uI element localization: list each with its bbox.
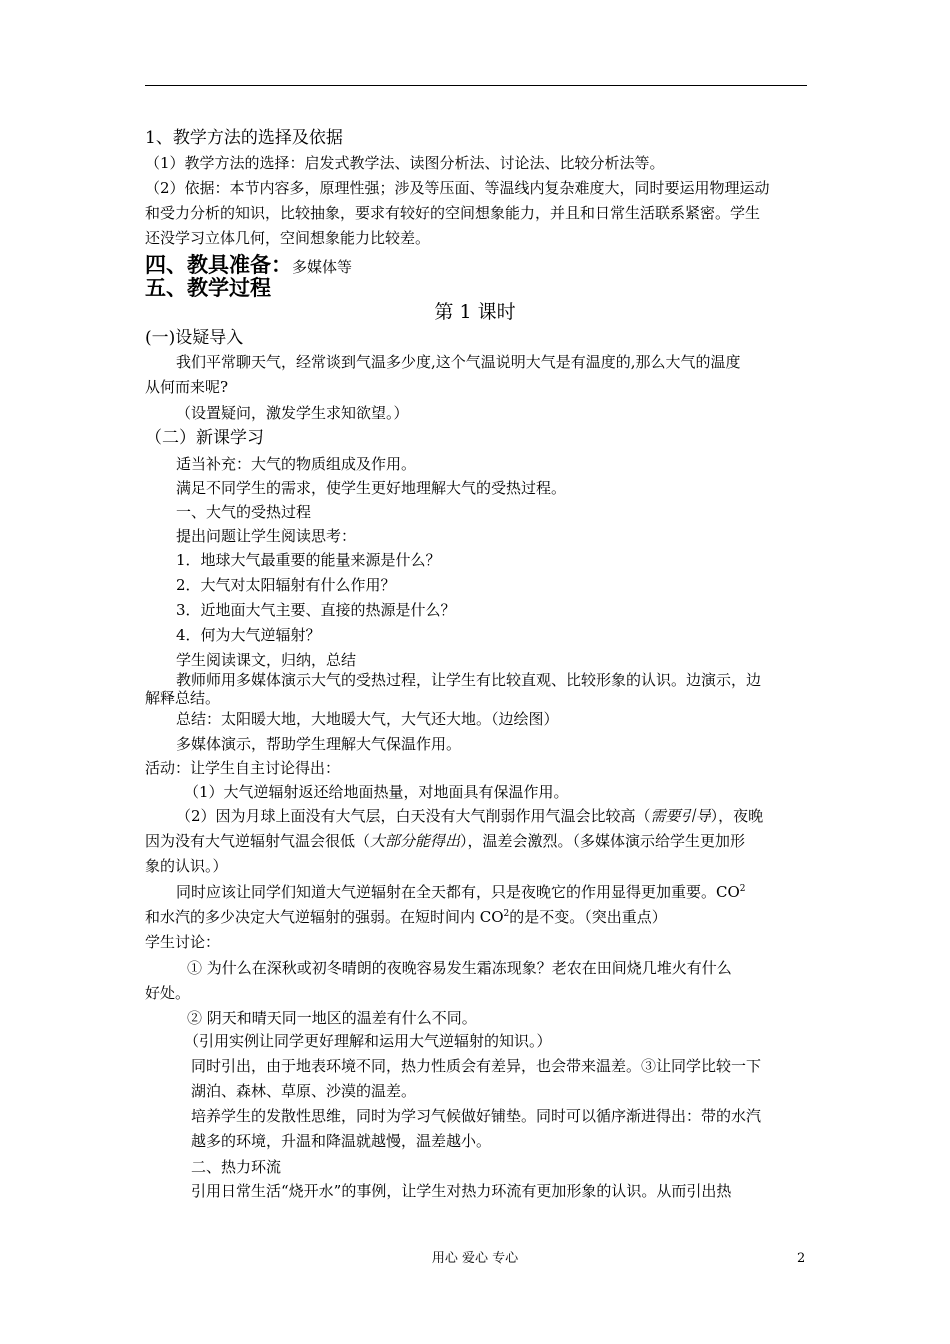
question-prompt: 提出问题让学生阅读思考： (176, 527, 357, 545)
co2-subscript-2: 2 (503, 909, 510, 919)
training-line2: 越多的环境，升温和降温就越慢，温差越小。 (191, 1132, 492, 1150)
section-heading-teaching-method: 1、教学方法的选择及依据 (145, 128, 343, 148)
discussion-q2: ② 阴天和晴天同一地区的温差有什么不同。 (187, 1009, 477, 1027)
paragraph-basis-line1: （2）依据：本节内容多，原理性强；涉及等压面、等温线内复杂难度大，同时要运用物理运动 (145, 179, 770, 197)
page-number: 2 (797, 1251, 806, 1266)
paragraph-basis-line2: 和受力分析的知识，比较抽象，要求有较好的空间想象能力，并且和日常生活联系紧密。学生 (145, 204, 761, 222)
question-1: 1．地球大气最重要的能量来源是什么？ (176, 551, 441, 569)
also-line2: 湖泊、森林、草原、沙漠的温差。 (191, 1082, 417, 1100)
question-3: 3．近地面大气主要、直接的热源是什么？ (176, 601, 456, 619)
activity-answer-1: （1）大气逆辐射返还给地面热量，对地面具有保温作用。 (184, 783, 569, 801)
answer-2-text-d: ），温差会激烈。（多媒体演示给学生更加形 (460, 832, 746, 850)
tools-content: 多媒体等 (292, 258, 353, 276)
knowledge-text-b: 和水汽的多少决定大气逆辐射的强弱。在短时间内 CO (145, 908, 504, 926)
footer-motto: 用心 爱心 专心 (431, 1251, 519, 1266)
activity-answer-2-line2 (145, 831, 745, 851)
teacher-demo-line1: 教师师用多媒体演示大气的受热过程，让学生有比较直观、比较形象的认识。边演示，边 (176, 671, 762, 689)
paragraph-methods: （1）教学方法的选择：启发式教学法、读图分析法、讨论法、比较分析法等。 (145, 154, 665, 172)
intro-note: （设置疑问，激发学生求知欲望。） (176, 404, 409, 422)
activity-answer-2-line3: 象的认识。） (145, 857, 228, 875)
discussion-q1-line2: 好处。 (145, 984, 191, 1002)
knowledge-line1 (176, 882, 746, 902)
answer-2-emphasis-b: 大部分能得出 (370, 832, 461, 850)
co2-subscript-1: 2 (739, 884, 746, 894)
tools-heading-text: 四、教具准备： (145, 252, 292, 277)
discussion-heading: 学生讨论： (145, 933, 221, 951)
training-line1: 培养学生的发散性思维，同时为学习气候做好铺垫。同时可以循序渐进得出：带的水汽 (191, 1107, 762, 1125)
teacher-demo-line2: 解释总结。 (145, 689, 221, 707)
summary-line: 总结：太阳暖大地，大地暖大气，大气还大地。（边绘图） (176, 710, 559, 728)
activity-line: 活动：让学生自主讨论得出： (145, 759, 341, 777)
citation-note: （引用实例让同学更好理解和运用大气逆辐射的知识。） (184, 1032, 552, 1050)
knowledge-text-a: 同时应该让同学们知道大气逆辐射在全天都有，只是夜晚它的作用显得更加重要。CO (176, 883, 740, 901)
question-2: 2．大气对太阳辐射有什么作用？ (176, 576, 396, 594)
answer-2-text-c: 因为没有大气逆辐射气温会很低（ (145, 832, 371, 850)
knowledge-line2 (145, 907, 667, 927)
knowledge-text-c: 的是不变。（突出重点） (509, 908, 667, 926)
part-heading-intro: (一)设疑导入 (145, 328, 244, 348)
paragraph-basis-line3: 还没学习立体几何，空间想象能力比较差。 (145, 229, 431, 247)
question-4: 4．何为大气逆辐射？ (176, 626, 321, 644)
answer-2-text-b: ），夜晚 (710, 807, 764, 825)
lesson-title: 第 1 课时 (434, 301, 516, 323)
section-heading-process: 五、教学过程 (145, 275, 271, 300)
part-heading-new-lesson: （二）新课学习 (145, 428, 264, 448)
answer-2-text-a: （2）因为月球上面没有大气层，白天没有大气削弱作用气温会比较高（ (176, 807, 651, 825)
cite-boiling-water: 引用日常生活“烧开水”的事例，让学生对热力环流有更加形象的认识。从而引出热 (191, 1182, 732, 1200)
subheading-heating-process: 一、大气的受热过程 (176, 503, 312, 521)
supplement-purpose: 满足不同学生的需求，使学生更好地理解大气的受热过程。 (176, 479, 567, 497)
student-reading: 学生阅读课文，归纳，总结 (176, 651, 357, 669)
intro-paragraph-line1: 我们平常聊天气，经常谈到气温多少度,这个气温说明大气是有温度的,那么大气的温度 (176, 353, 741, 371)
demo-line: 多媒体演示，帮助学生理解大气保温作用。 (176, 735, 462, 753)
header-rule (145, 85, 807, 86)
intro-paragraph-line2: 从何而来呢? (145, 378, 229, 396)
activity-answer-2-line1 (176, 806, 763, 826)
discussion-q1-line1: ① 为什么在深秋或初冬晴朗的夜晚容易发生霜冻现象？老农在田间烧几堆火有什么 (187, 959, 732, 977)
answer-2-emphasis-a: 需要引导 (650, 807, 711, 825)
supplement-line: 适当补充：大气的物质组成及作用。 (176, 455, 417, 473)
also-line1: 同时引出，由于地表环境不同，热力性质会有差异，也会带来温差。③让同学比较一下 (191, 1057, 762, 1075)
subheading-thermal-circulation: 二、热力环流 (191, 1158, 282, 1176)
